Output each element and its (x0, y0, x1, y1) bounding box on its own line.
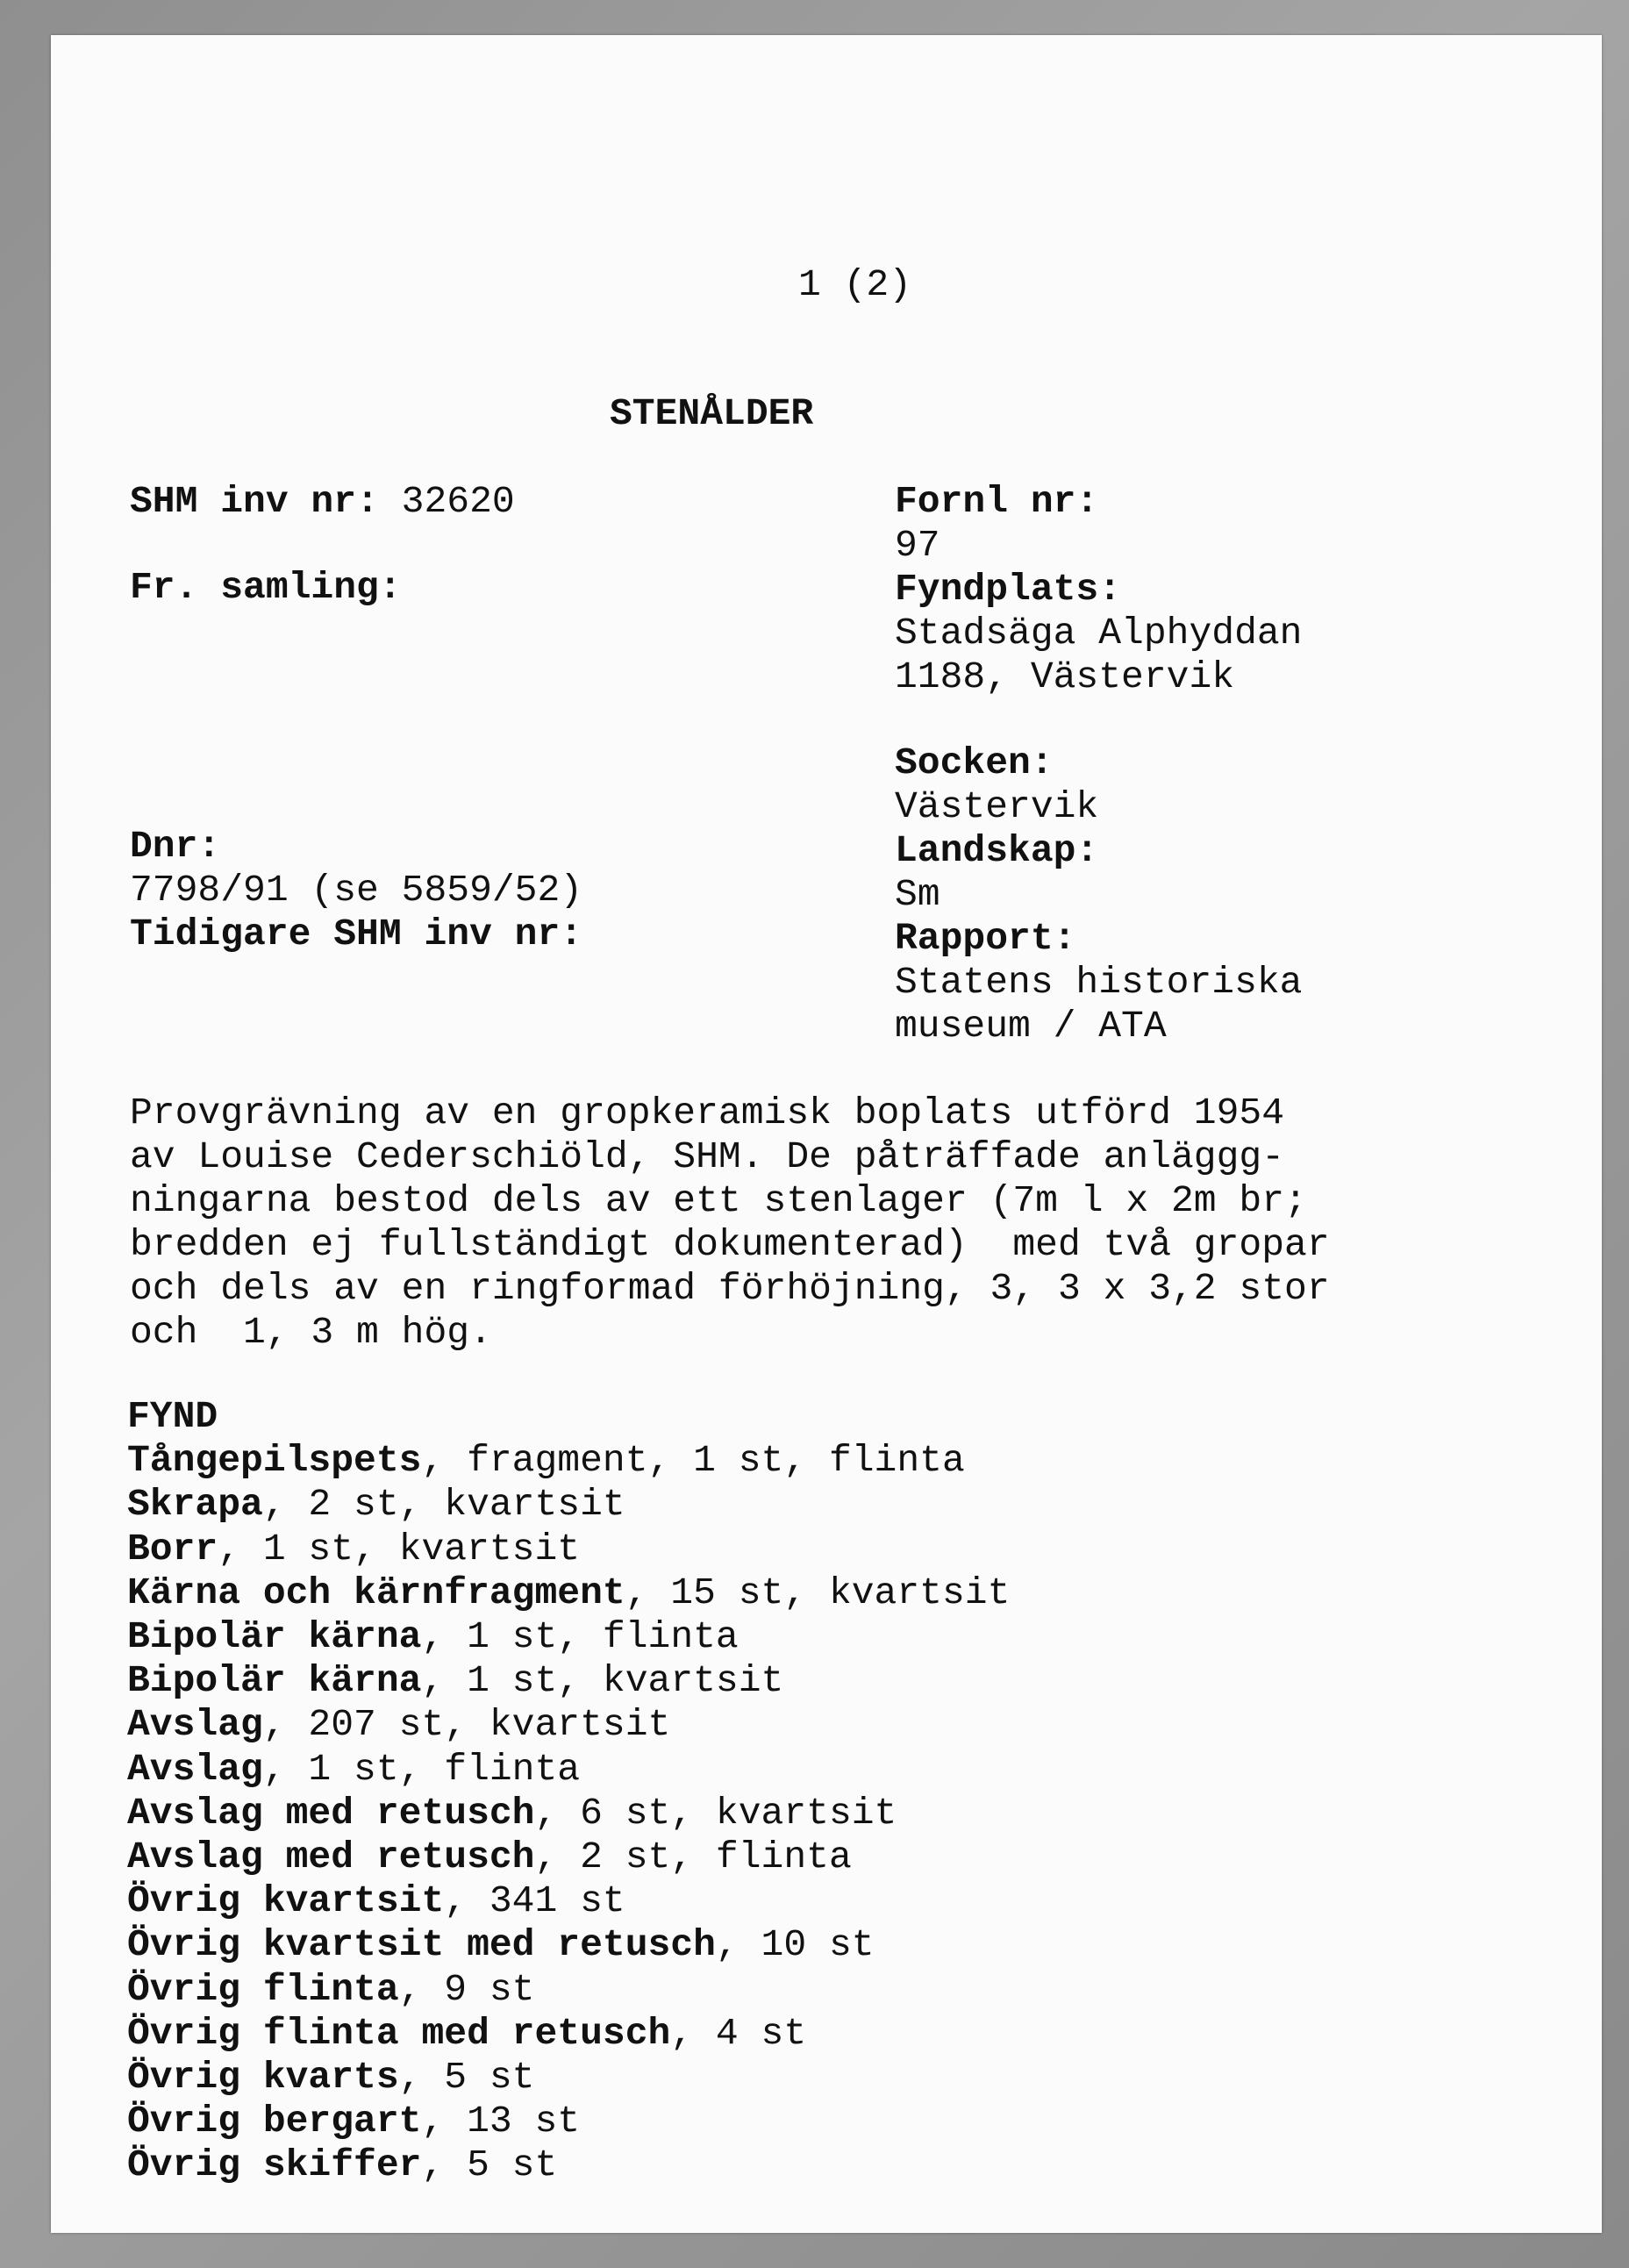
shm-inv-field (130, 480, 515, 524)
find-name: Tångepilspets (127, 1439, 422, 1483)
description-line: och 1, 3 m hög. (130, 1311, 492, 1354)
find-name: Borr (127, 1527, 218, 1570)
finds-heading: FYND (127, 1395, 218, 1438)
document-heading: STENÅLDER (610, 392, 814, 435)
description-line: ningarna bestod dels av ett stenlager (7m l x 2m br; (130, 1179, 1307, 1222)
find-item (127, 2012, 1010, 2056)
dnr-label: Dnr: (130, 825, 221, 868)
find-detail: , 1 st, flinta (421, 1615, 739, 1659)
find-detail: , 2 st, kvartsit (262, 1483, 625, 1527)
find-item (127, 1439, 1010, 1483)
find-name: Övrig kvartsit med retusch (127, 1923, 716, 1967)
find-detail: , 1 st, flinta (262, 1747, 581, 1791)
page-number: 1 (2) (798, 263, 912, 306)
find-detail: , 13 st (421, 2100, 581, 2143)
find-detail: , 1 st, kvartsit (218, 1527, 581, 1570)
find-detail: , 6 st, kvartsit (534, 1791, 897, 1835)
find-name: Avslag med retusch (127, 1791, 535, 1835)
find-item (127, 1792, 1010, 1835)
description-line: och dels av en ringformad förhöjning, 3, 3 x 3,2 stor (130, 1267, 1330, 1310)
find-name: Avslag (127, 1747, 263, 1791)
rapport-line1: Statens historiska (895, 961, 1303, 1004)
find-name: Övrig flinta (127, 1967, 399, 2011)
find-name: Avslag med retusch (127, 1835, 535, 1879)
find-detail: , 15 st, kvartsit (625, 1570, 1011, 1614)
find-item (127, 1923, 1010, 1967)
find-name: Kärna och kärnfragment (127, 1570, 625, 1614)
description-line: av Louise Cederschiöld, SHM. De påträffade anläggg- (130, 1135, 1285, 1178)
shm-inv-value: 32620 (401, 480, 515, 523)
find-item (127, 1835, 1010, 1879)
fyndplats-label: Fyndplats: (895, 568, 1122, 611)
description-paragraph (130, 1091, 1330, 1355)
find-name: Bipolär kärna (127, 1615, 422, 1659)
find-item (127, 1879, 1010, 1923)
description-line: Provgrävning av en gropkeramisk boplats utförd 1954 (130, 1091, 1285, 1134)
fornl-label: Fornl nr: (895, 480, 1099, 523)
fyndplats-line1: Stadsäga Alphyddan (895, 612, 1303, 655)
find-item (127, 1748, 1010, 1792)
find-name: Övrig kvarts (127, 2056, 399, 2100)
find-name: Övrig flinta med retusch (127, 2011, 671, 2055)
find-detail: , 4 st (670, 2011, 807, 2055)
shm-inv-label: SHM inv nr: (130, 480, 379, 523)
landskap-label: Landskap: (895, 829, 1099, 872)
find-name: Övrig skiffer (127, 2143, 422, 2187)
find-item (127, 1571, 1010, 1615)
find-item (127, 1528, 1010, 1571)
find-item (127, 1968, 1010, 2012)
find-detail: , 341 st (444, 1879, 625, 1923)
find-item (127, 1615, 1010, 1659)
find-detail: , 207 st, kvartsit (262, 1703, 671, 1747)
find-item (127, 1483, 1010, 1527)
find-item (127, 2100, 1010, 2143)
find-detail: , 2 st, flinta (534, 1835, 852, 1879)
finds-section (127, 1395, 1010, 2188)
find-item (127, 2143, 1010, 2187)
find-name: Avslag (127, 1703, 263, 1747)
find-detail: , 5 st (421, 2143, 558, 2187)
socken-label: Socken: (895, 741, 1054, 784)
rapport-line2: museum / ATA (895, 1005, 1167, 1048)
landskap-value: Sm (895, 873, 940, 916)
description-line: bredden ej fullständigt dokumenterad) med två gropar (130, 1223, 1330, 1266)
find-name: Övrig bergart (127, 2100, 422, 2143)
socken-value: Västervik (895, 785, 1099, 828)
dnr-value: 7798/91 (se 5859/52) (130, 869, 583, 912)
find-name: Skrapa (127, 1483, 263, 1527)
rapport-label: Rapport: (895, 917, 1076, 960)
find-detail: , fragment, 1 st, flinta (421, 1439, 965, 1483)
find-detail: , 9 st (398, 1967, 535, 2011)
find-item (127, 1703, 1010, 1747)
tidigare-shm-inv-label: Tidigare SHM inv nr: (130, 912, 583, 955)
find-detail: , 5 st (398, 2056, 535, 2100)
find-detail: , 10 st (715, 1923, 875, 1967)
find-item (127, 1659, 1010, 1703)
find-name: Bipolär kärna (127, 1659, 422, 1703)
fr-samling-label: Fr. samling: (130, 566, 402, 609)
find-detail: , 1 st, kvartsit (421, 1659, 784, 1703)
find-name: Övrig kvartsit (127, 1879, 445, 1923)
fyndplats-line2: 1188, Västervik (895, 655, 1235, 698)
fornl-value: 97 (895, 524, 940, 567)
find-item (127, 2056, 1010, 2100)
